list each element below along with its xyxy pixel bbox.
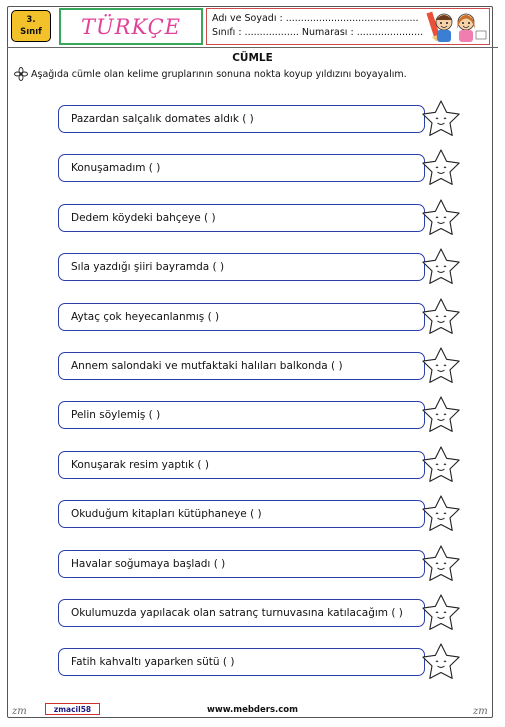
sentence-row[interactable]: Dedem köydeki bahçeye ( ) — [58, 204, 425, 232]
sentence-row[interactable]: Fatih kahvaltı yaparken sütü ( ) — [58, 648, 425, 676]
sentence-row[interactable]: Annem salondaki ve mutfaktaki halıları balkonda ( ) — [58, 352, 425, 380]
star-icon[interactable] — [419, 344, 463, 388]
header-divider — [7, 47, 498, 48]
star-icon[interactable] — [419, 97, 463, 141]
zm-logo-right-text: zm — [473, 706, 488, 717]
instruction-text: Aşağıda cümle olan kelime gruplarının sonuna nokta koyup yıldızını boyayalım. — [31, 68, 407, 80]
grade-label: Sınıf — [20, 27, 42, 37]
footer-badge: zmacil58 — [45, 703, 100, 715]
star-icon[interactable] — [419, 146, 463, 190]
star-icon[interactable] — [419, 492, 463, 536]
sentence-row[interactable]: Sıla yazdığı şiiri bayramda ( ) — [58, 253, 425, 281]
zm-logo-left-icon — [9, 699, 31, 721]
kids-illustration-icon — [420, 9, 488, 44]
star-icon[interactable] — [419, 393, 463, 437]
sentence-row[interactable]: Pelin söylemiş ( ) — [58, 401, 425, 429]
name-line: Adı ve Soyadı : ............................................ — [212, 13, 419, 24]
flower-icon — [14, 67, 28, 81]
sentence-row[interactable]: Okulumuzda yapılacak olan satranç turnuvasına katılacağım ( ) — [58, 599, 425, 627]
star-icon[interactable] — [419, 196, 463, 240]
star-icon[interactable] — [419, 245, 463, 289]
subject-title-box — [59, 8, 203, 45]
sentence-row[interactable]: Konuşamadım ( ) — [58, 154, 425, 182]
sentence-row[interactable]: Havalar soğumaya başladı ( ) — [58, 550, 425, 578]
star-icon[interactable] — [419, 443, 463, 487]
star-icon[interactable] — [419, 591, 463, 635]
sentence-row[interactable]: Aytaç çok heyecanlanmış ( ) — [58, 303, 425, 331]
star-icon[interactable] — [419, 542, 463, 586]
star-icon[interactable] — [419, 640, 463, 684]
sentence-row[interactable]: Konuşarak resim yaptık ( ) — [58, 451, 425, 479]
sentence-row[interactable]: Pazardan salçalık domates aldık ( ) — [58, 105, 425, 133]
instruction — [14, 67, 407, 81]
class-number-line: Sınıfı : .................. Numarası : ...................... — [212, 27, 424, 38]
zm-logo-right-icon — [470, 699, 492, 721]
sentence-row[interactable]: Okuduğum kitapları kütüphaneye ( ) — [58, 500, 425, 528]
section-title: CÜMLE — [232, 52, 273, 64]
footer-site: www.mebders.com — [206, 705, 298, 715]
grade-number: 3. — [26, 15, 36, 25]
grade-badge — [11, 10, 51, 42]
star-icon[interactable] — [419, 295, 463, 339]
subject-title: TÜRKÇE — [80, 14, 182, 39]
zm-logo-left-text: zm — [12, 706, 27, 717]
